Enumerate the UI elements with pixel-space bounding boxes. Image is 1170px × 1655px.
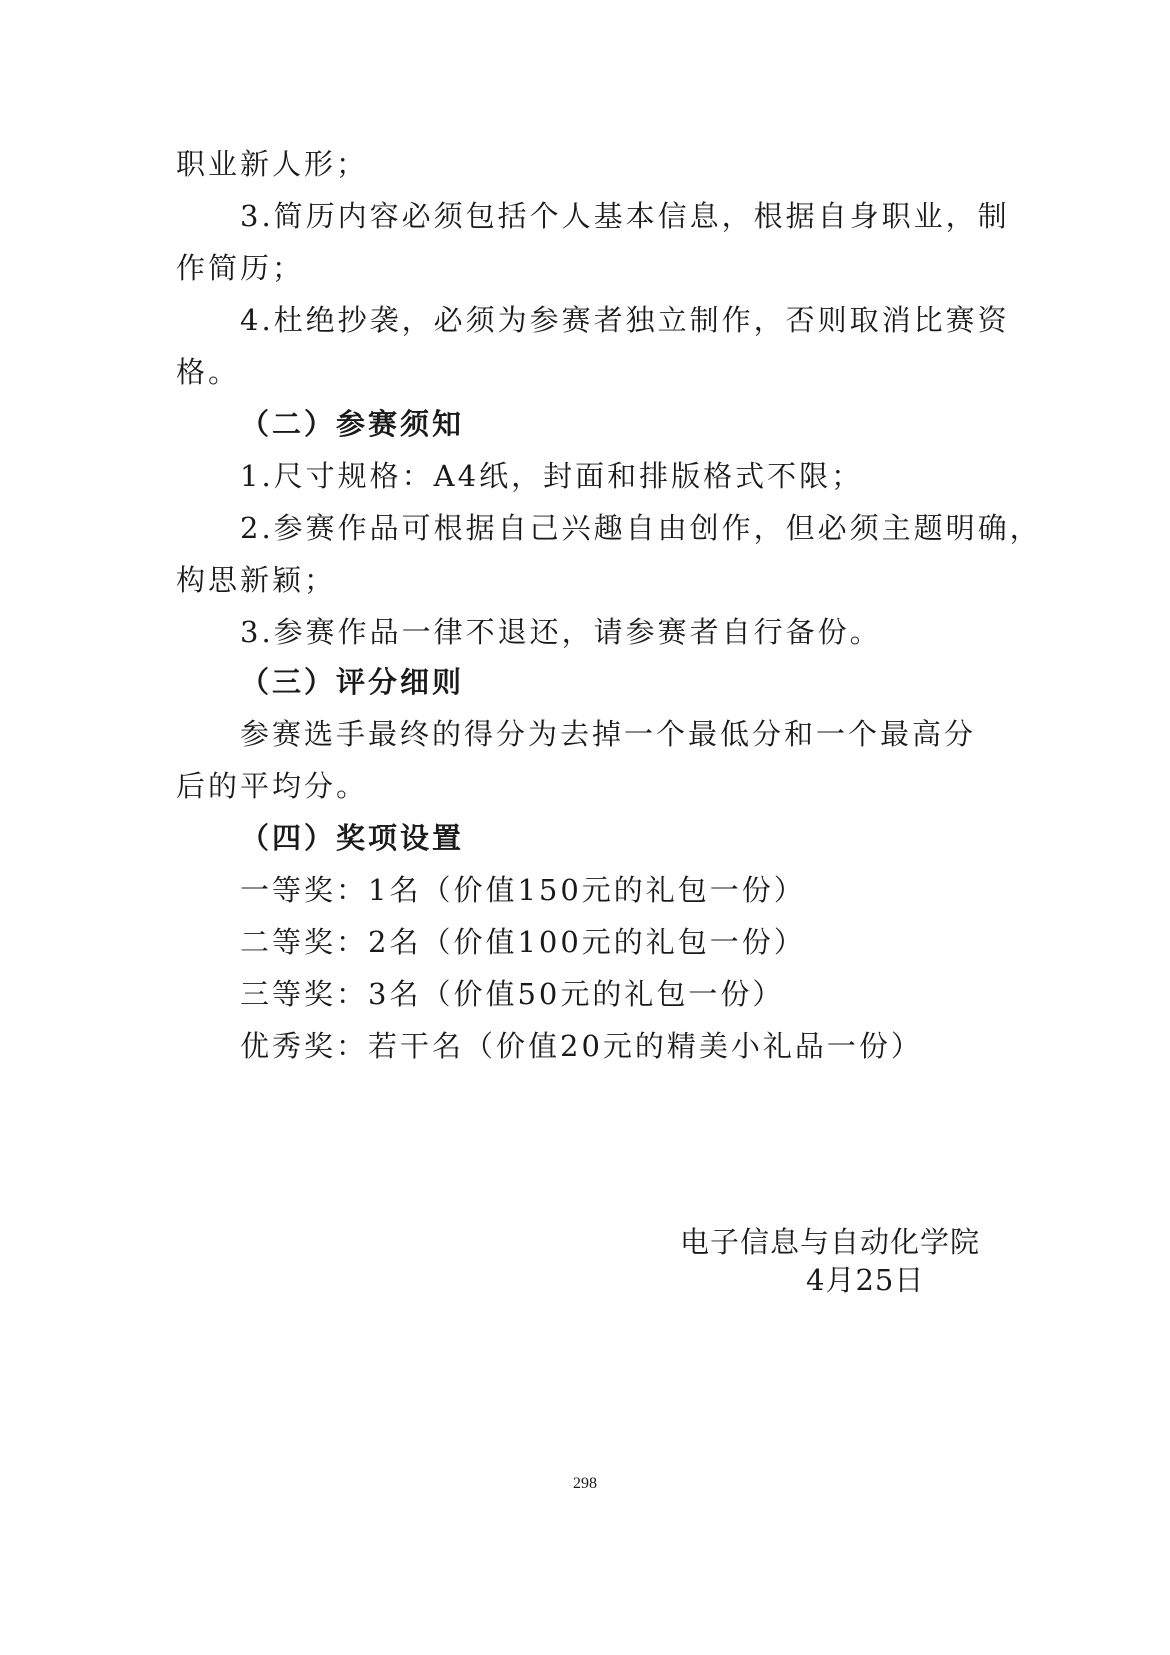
prize-line: 二等奖：2名（价值100元的礼包一份） — [240, 925, 806, 959]
section-heading: （三）评分细则 — [240, 665, 465, 699]
section-heading: （四）奖项设置 — [240, 821, 465, 855]
paragraph-line: 作简历； — [176, 251, 305, 285]
paragraph-line: 4.杜绝抄袭，必须为参赛者独立制作，否则取消比赛资 — [240, 303, 1010, 337]
paragraph-line: 参赛选手最终的得分为去掉一个最低分和一个最高分 — [240, 717, 977, 751]
section-heading: （二）参赛须知 — [240, 407, 465, 441]
prize-line: 优秀奖：若干名（价值20元的精美小礼品一份） — [240, 1029, 923, 1063]
paragraph-line: 1.尺寸规格：A4纸，封面和排版格式不限； — [240, 459, 864, 493]
paragraph-line: 构思新颖； — [176, 563, 337, 597]
paragraph-line: 3.简历内容必须包括个人基本信息，根据自身职业，制 — [240, 199, 1010, 233]
paragraph-line: 后的平均分。 — [176, 769, 369, 803]
paragraph-line: 3.参赛作品一律不退还，请参赛者自行备份。 — [240, 615, 882, 649]
prize-line: 三等奖：3名（价值50元的礼包一份） — [240, 977, 785, 1011]
page-number: 298 — [573, 1475, 597, 1492]
signature-date: 4月25日 — [806, 1263, 925, 1297]
paragraph-line: 格。 — [176, 355, 241, 389]
prize-line: 一等奖：1名（价值150元的礼包一份） — [240, 873, 806, 907]
paragraph-line: 2.参赛作品可根据自己兴趣自由创作，但必须主题明确， — [240, 511, 1042, 545]
paragraph-line: 职业新人形； — [176, 147, 369, 181]
signature-organization: 电子信息与自动化学院 — [680, 1225, 981, 1259]
